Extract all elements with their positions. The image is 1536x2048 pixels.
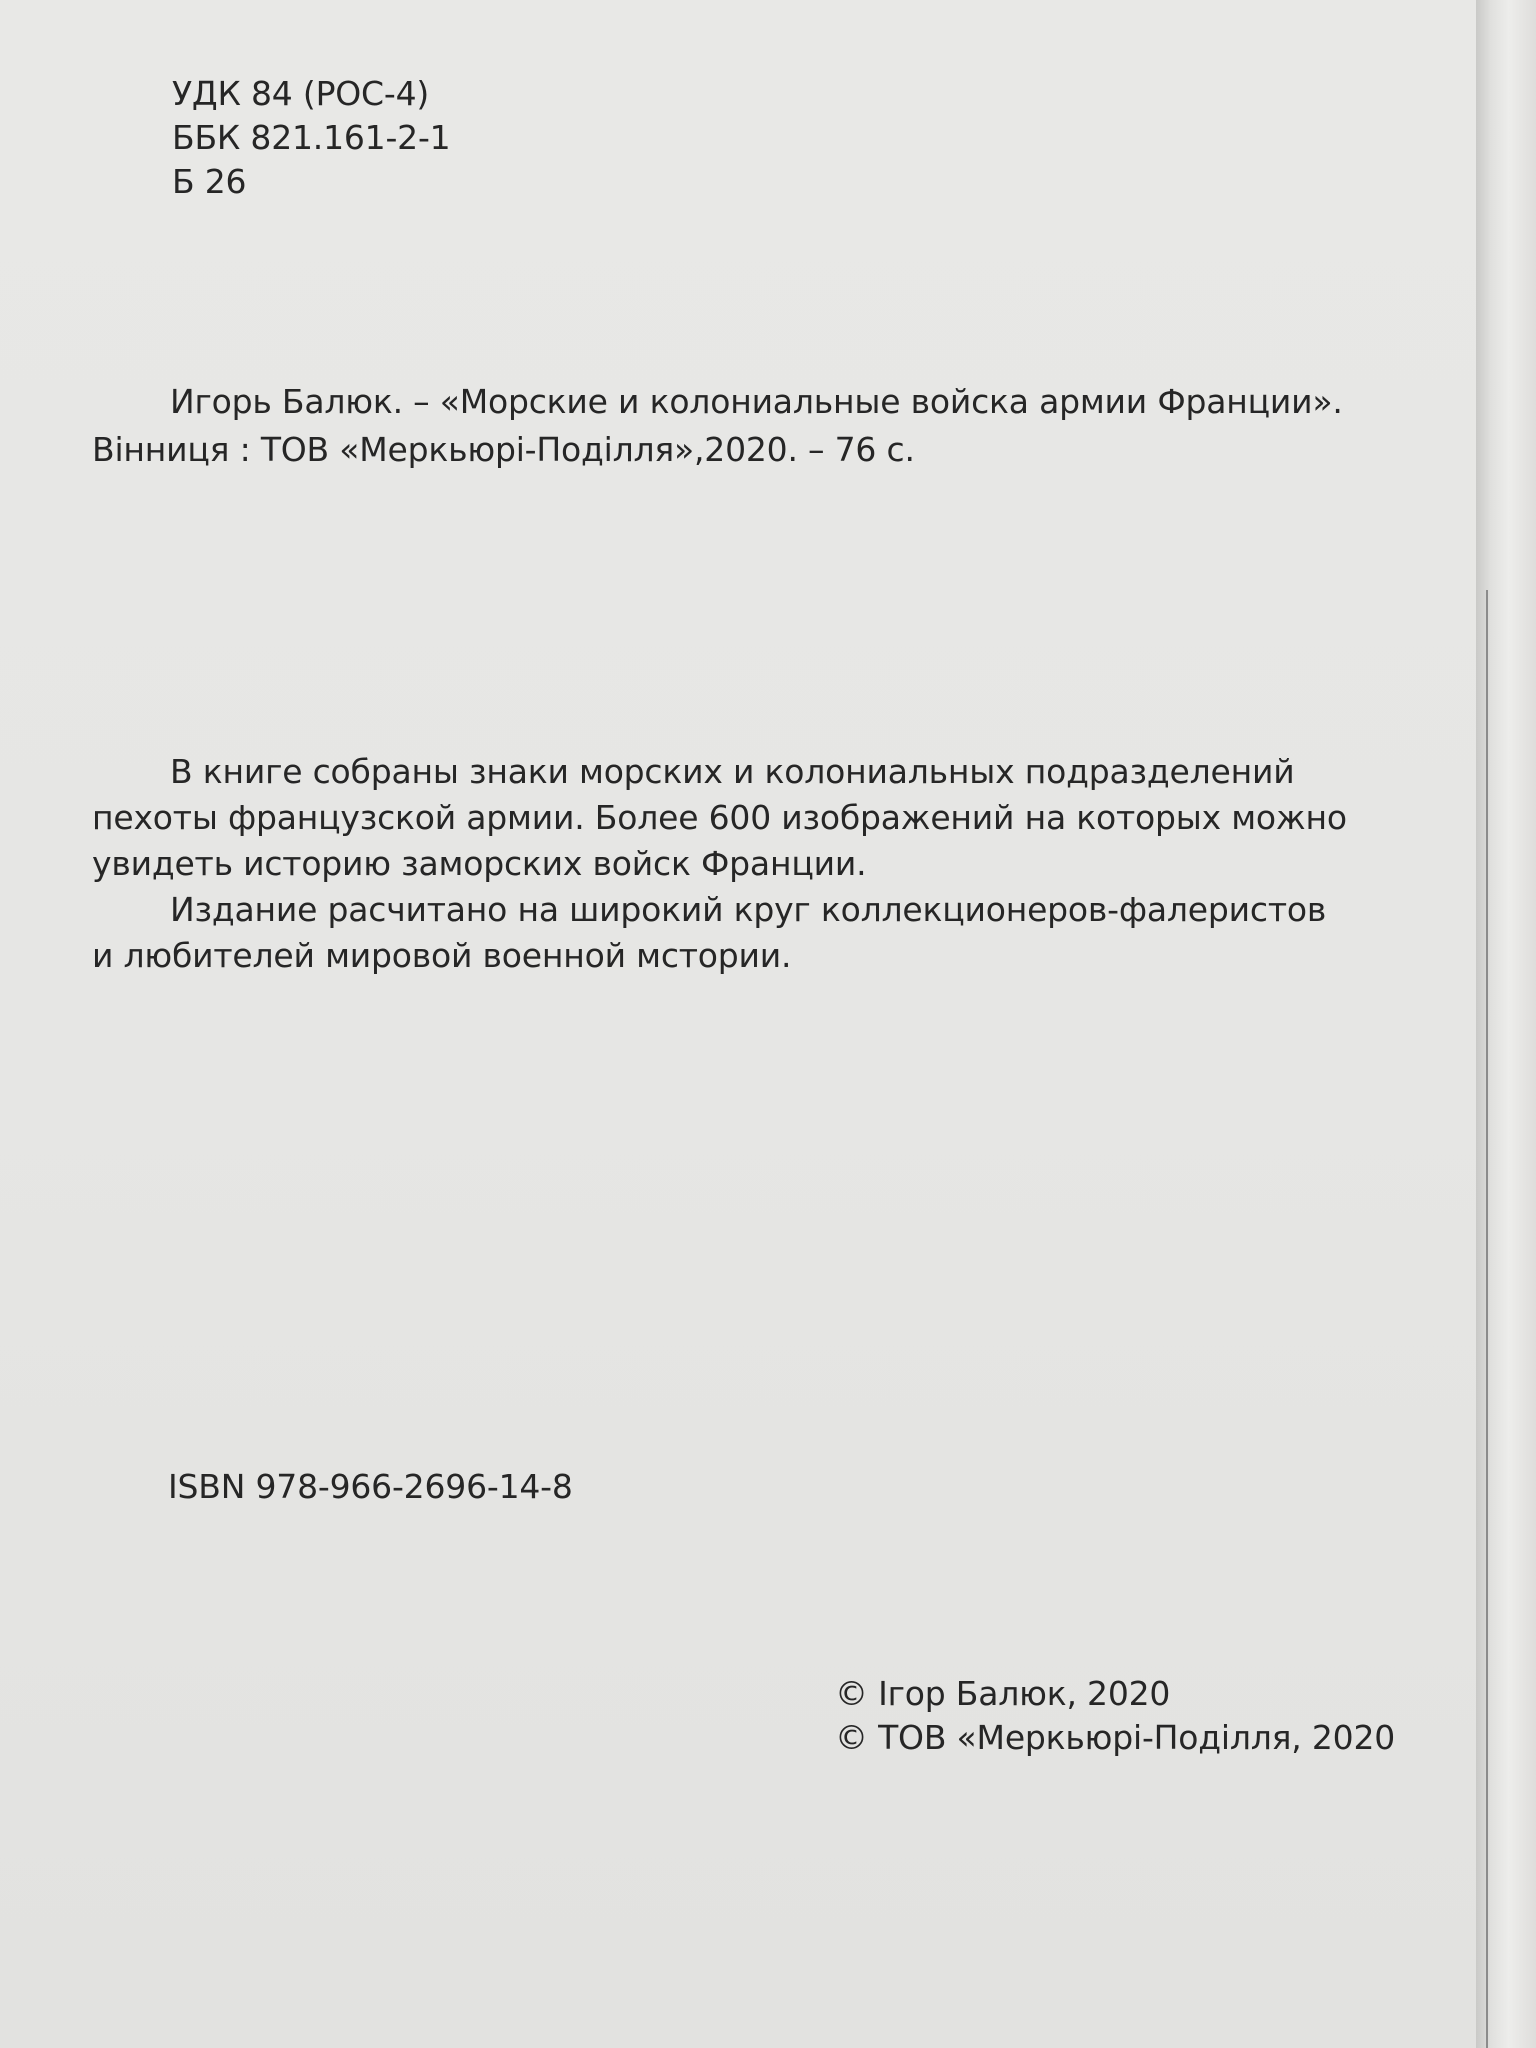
bibliographic-line-2: Вінниця : ТОВ «Меркьюрі-Поділля»,2020. – 76 с. — [92, 430, 915, 469]
copyright-publisher: © ТОВ «Меркьюрі-Поділля, 2020 — [835, 1718, 1396, 1757]
annotation-line-1: В книге собраны знаки морских и колониальных подразделений — [170, 752, 1295, 791]
show-through-author — [560, 30, 575, 81]
classification-block — [172, 72, 450, 204]
bbk-index: ББК 821.161-2-1 — [172, 118, 451, 157]
copyright-author: © Ігор Балюк, 2020 — [835, 1674, 1171, 1713]
annotation-line-2: пехоты французской армии. Более 600 изображений на которых можно — [92, 798, 1347, 837]
udk-index: УДК 84 (РОС-4) — [172, 74, 430, 113]
annotation-line-5: и любителей мировой военной мстории. — [92, 936, 792, 975]
isbn-number: ISBN 978-966-2696-14-8 — [168, 1467, 573, 1506]
page-edge-background — [1476, 0, 1536, 2048]
bibliographic-record — [92, 380, 1343, 476]
annotation — [92, 750, 1347, 980]
bibliographic-line-1: Игорь Балюк. – «Морские и колониальные войска армии Франции». — [170, 382, 1343, 421]
copyright-block — [835, 1672, 1395, 1760]
page-fold-line — [1486, 590, 1488, 2048]
annotation-line-3: увидеть историю заморских войск Франции. — [92, 844, 867, 883]
author-mark: Б 26 — [172, 162, 247, 201]
annotation-line-4: Издание расчитано на широкий круг коллекционеров-фалеристов — [170, 890, 1327, 929]
